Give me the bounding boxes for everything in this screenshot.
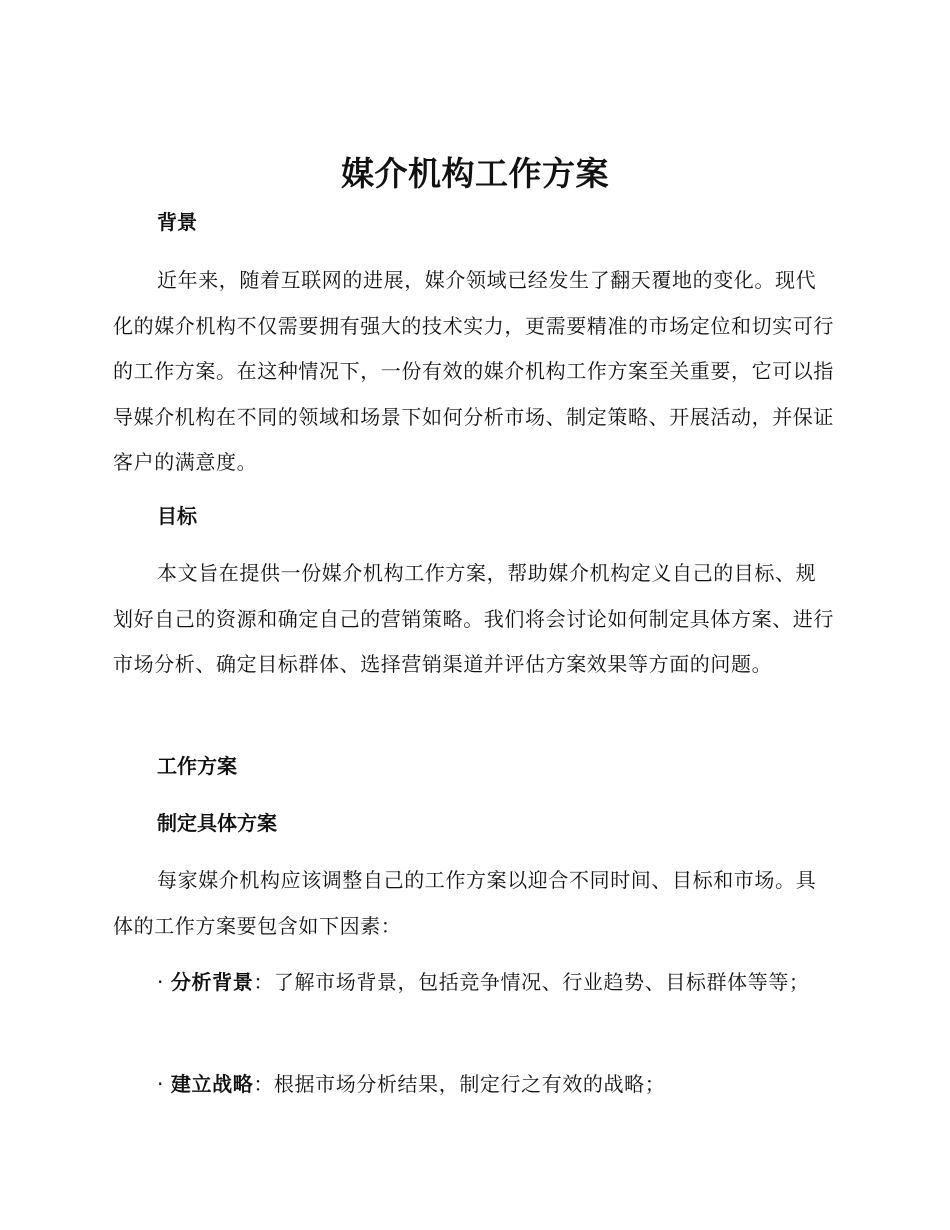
bullet-text: ：了解市场背景，包括竞争情况、行业趋势、目标群体等等； [253, 970, 810, 994]
section-heading-work-plan: 工作方案 [157, 754, 237, 778]
bullet-item-build-strategy [113, 1062, 835, 1108]
bullet-term: 建立战略 [170, 1072, 254, 1096]
bullet-marker: · [157, 970, 171, 994]
document-title: 媒介机构工作方案 [341, 154, 609, 193]
bullet-marker: · [157, 1072, 171, 1096]
bullet-item-analyze-background [113, 960, 835, 1006]
section-heading-background: 背景 [157, 210, 197, 234]
goal-paragraph: 本文旨在提供一份媒介机构工作方案，帮助媒介机构定义自己的目标、规划好自己的资源和确定自己的营销策略。我们将会讨论如何制定具体方案、进行市场分析、确定目标群体、选择营销渠道并评估方案效果等方面的问题。 [113, 561, 834, 676]
section-heading-specific-plan: 制定具体方案 [157, 811, 277, 835]
bullet-text: ：根据市场分析结果，制定行之有效的战略； [253, 1072, 666, 1096]
specific-plan-paragraph: 每家媒介机构应该调整自己的工作方案以迎合不同时间、目标和市场。具体的工作方案要包含如下因素： [113, 868, 817, 938]
section-heading-goal: 目标 [157, 504, 197, 528]
bullet-term: 分析背景 [170, 970, 254, 994]
background-paragraph: 近年来，随着互联网的进展，媒介领域已经发生了翻天覆地的变化。现代化的媒介机构不仅需要拥有强大的技术实力，更需要精准的市场定位和切实可行的工作方案。在这种情况下，一份有效的媒介机构工作方案至关重要，它可以指导媒介机构在不同的领域和场景下如何分析市场、制定策略、开展活动，并保证客户的满意度。 [113, 268, 834, 474]
